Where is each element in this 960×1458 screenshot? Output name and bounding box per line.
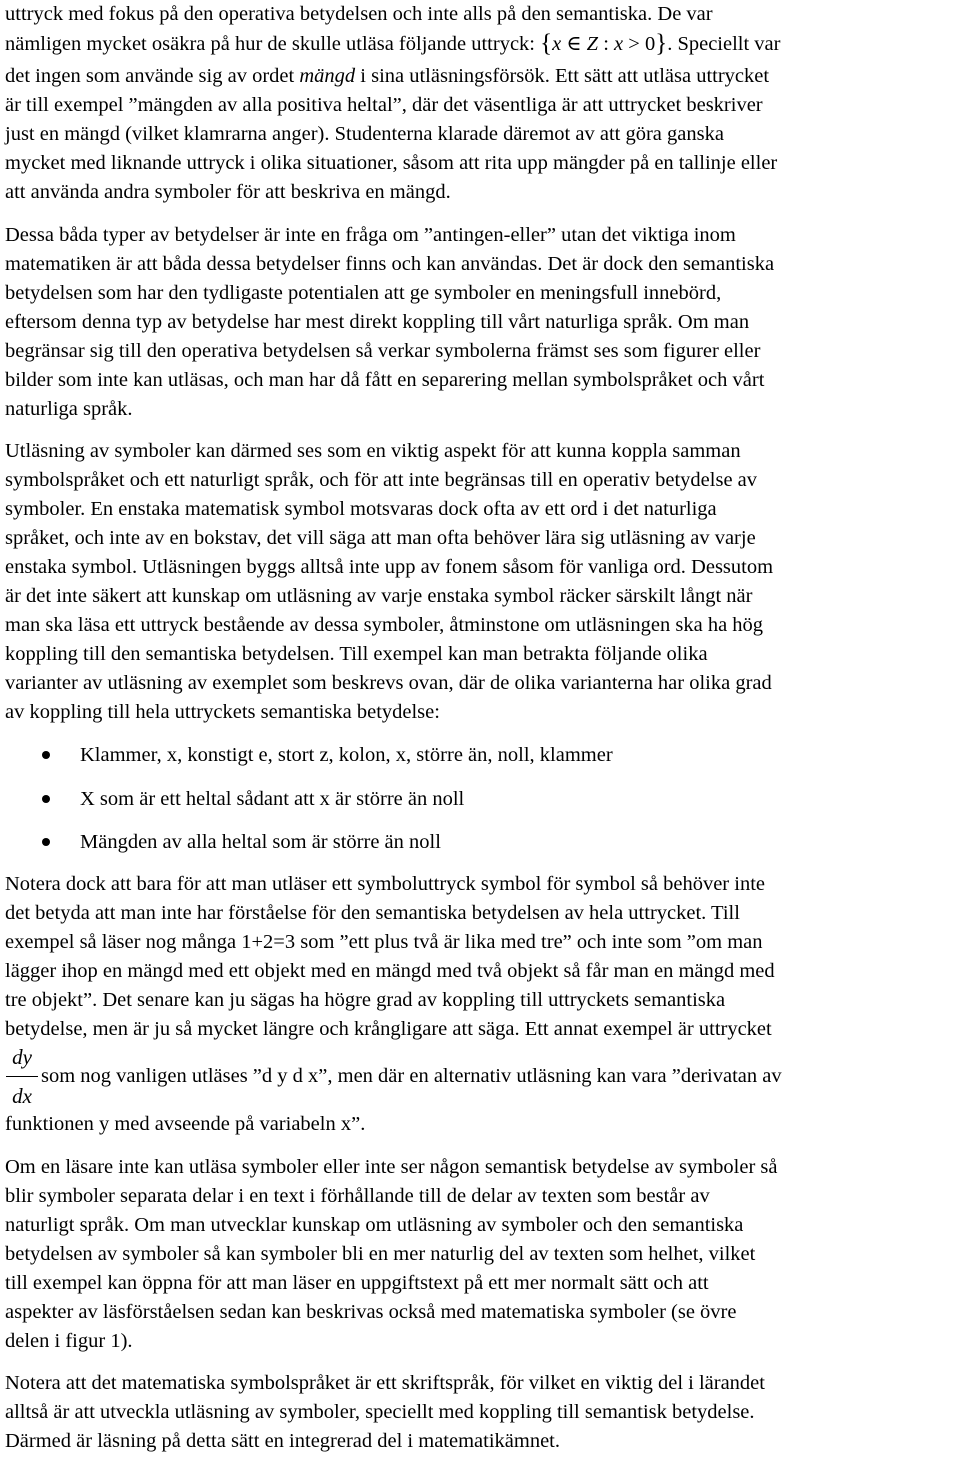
colon-symbol: : xyxy=(603,33,609,55)
text-line: funktionen y med avseende på variabeln x”. xyxy=(5,1113,366,1135)
text-line: Därmed är läsning på detta sätt en integrerad del i matematikämnet. xyxy=(5,1430,560,1452)
text-line: till exempel kan öppna för att man läser en uppgiftstext på ett mer normalt sätt och att xyxy=(5,1272,709,1294)
math-var: Z xyxy=(586,33,599,55)
text-line: är till exempel ”mängden av alla positiva heltal”, där det väsentliga är att uttrycket beskriver xyxy=(5,94,763,116)
math-var: x xyxy=(614,33,624,55)
fraction-numerator: dy xyxy=(12,1045,32,1069)
text-line xyxy=(5,63,769,89)
brace-open: { xyxy=(540,30,553,57)
text-span: . Speciellt var xyxy=(667,33,781,55)
text-line: enstaka symbol. Utläsningen byggs alltså inte upp av fonem såsom för vanliga ord. Dessutom xyxy=(5,556,774,578)
text-line: som nog vanligen utläses ”d y d x”, men där en alternativ utläsning kan vara ”derivatan av xyxy=(41,1065,782,1087)
text-line xyxy=(5,30,780,57)
math-var: x xyxy=(552,33,562,55)
text-line: symboler. En enstaka matematisk symbol motsvaras dock ofta av ett ord i det naturliga xyxy=(5,498,717,520)
bullet-icon xyxy=(42,838,50,846)
text-line: är det inte säkert att kunskap om utläsning av varje enstaka symbol räcker särskilt långt när xyxy=(5,585,753,607)
text-line: Utläsning av symboler kan därmed ses som en viktig aspekt för att kunna koppla samman xyxy=(5,440,741,462)
text-line: naturliga språk. xyxy=(5,398,133,420)
text-line: just en mängd (vilket klamrarna anger). Studenterna klarade däremot av att göra ganska xyxy=(5,123,724,145)
text-span: nämligen mycket osäkra på hur de skulle utläsa följande uttryck: xyxy=(5,33,541,55)
text-line: alltså är att utveckla utläsning av symboler, speciellt med koppling till semantisk betydelse. xyxy=(5,1401,755,1423)
text-line: bilder som inte kan utläsas, och man har då fått en separering mellan symbolspråket och vårt xyxy=(5,369,765,391)
text-line: betydelsen som har den tydligaste potentialen att ge symboler en meningsfull innebörd, xyxy=(5,282,722,304)
text-line: eftersom denna typ av betydelse har mest direkt koppling till vårt naturliga språk. Om man xyxy=(5,311,750,333)
text-line: koppling till den semantiska betydelsen. Till exempel kan man betrakta följande olika xyxy=(5,643,708,665)
emphasis: mängd xyxy=(299,65,356,87)
text-line: betydelsen av symboler så kan symboler bli en mer naturlig del av texten som helhet, vilket xyxy=(5,1243,756,1265)
text-line: varianter av utläsning av exemplet som beskrevs ovan, där de olika varianterna har olika grad xyxy=(5,672,772,694)
text-line: av koppling till hela uttryckets semantiska betydelse: xyxy=(5,701,440,723)
text-line: blir symboler separata delar i en text i förhållande till de delar av texten som består av xyxy=(5,1185,710,1207)
text-span: det ingen som använde sig av ordet xyxy=(5,65,300,87)
greater-than-symbol: > xyxy=(628,33,640,55)
list-item-text: Mängden av alla heltal som är större än noll xyxy=(80,831,441,853)
text-line: Notera dock att bara för att man utläser ett symboluttryck symbol för symbol så behöver inte xyxy=(5,873,766,895)
text-line: betydelse, men är ju så mycket längre och krångligare att säga. Ett annat exempel är uttrycket xyxy=(5,1018,772,1040)
brace-close: } xyxy=(655,30,668,57)
bullet-icon xyxy=(42,795,50,803)
text-line: mycket med liknande uttryck i olika situationer, såsom att rita upp mängder på en tallinje eller xyxy=(5,152,778,174)
fraction-bar xyxy=(6,1076,38,1077)
text-line: exempel så läser nog många 1+2=3 som ”ett plus två är lika med tre” och inte som ”om man xyxy=(5,931,763,953)
element-of-symbol: ∈ xyxy=(566,33,582,55)
set-expression xyxy=(540,30,668,57)
text-line: tre objekt”. Det senare kan ju sägas ha högre grad av koppling till uttryckets semantiska xyxy=(5,989,726,1011)
text-line: att använda andra symboler för att beskriva en mängd. xyxy=(5,181,451,203)
text-span: i sina utläsningsförsök. Ett sätt att utläsa uttrycket xyxy=(355,65,770,87)
text-line: Notera att det matematiska symbolspråket är ett skriftspråk, för vilket en viktig del i lärandet xyxy=(5,1372,765,1394)
text-line: lägger ihop en mängd med ett objekt med en mängd med två objekt så får man en mängd med xyxy=(5,960,775,982)
bullet-icon xyxy=(42,751,50,759)
fraction-denominator: dx xyxy=(12,1084,32,1108)
list-item-text: Klammer, x, konstigt e, stort z, kolon, x, större än, noll, klammer xyxy=(80,744,613,766)
text-line: man ska läsa ett uttryck bestående av dessa symboler, åtminstone om utläsningen ska ha hög xyxy=(5,614,764,636)
text-line: symbolspråket och ett naturligt språk, och för att inte begränsas till en operativ betydelse av xyxy=(5,469,758,491)
text-line: Om en läsare inte kan utläsa symboler eller inte ser någon semantisk betydelse av symboler så xyxy=(5,1156,778,1178)
math-number: 0 xyxy=(644,33,656,55)
text-line: det betyda att man inte har förståelse för den semantiska betydelsen av hela uttrycket. Till xyxy=(5,902,740,924)
text-line: naturligt språk. Om man utvecklar kunskap om utläsning av symboler och den semantiska xyxy=(5,1214,744,1236)
list-item-text: X som är ett heltal sådant att x är större än noll xyxy=(80,788,465,810)
text-line: aspekter av läsförståelsen sedan kan beskrivas också med matematiska symboler (se övre xyxy=(5,1301,737,1323)
text-line: begränsar sig till den operativa betydelsen så verkar symbolerna främst ses som figurer eller xyxy=(5,340,761,362)
text-line: matematiken är att båda dessa betydelser finns och kan användas. Det är dock den semantiska xyxy=(5,253,775,275)
text-line: Dessa båda typer av betydelser är inte en fråga om ”antingen-eller” utan det viktiga inom xyxy=(5,224,736,246)
text-line: delen i figur 1). xyxy=(5,1330,133,1352)
text-line: språket, och inte av en bokstav, det vill säga att man ofta behöver lära sig utläsning av varje xyxy=(5,527,756,549)
text-line: uttryck med fokus på den operativa betydelsen och inte alls på den semantiska. De var xyxy=(5,3,713,25)
